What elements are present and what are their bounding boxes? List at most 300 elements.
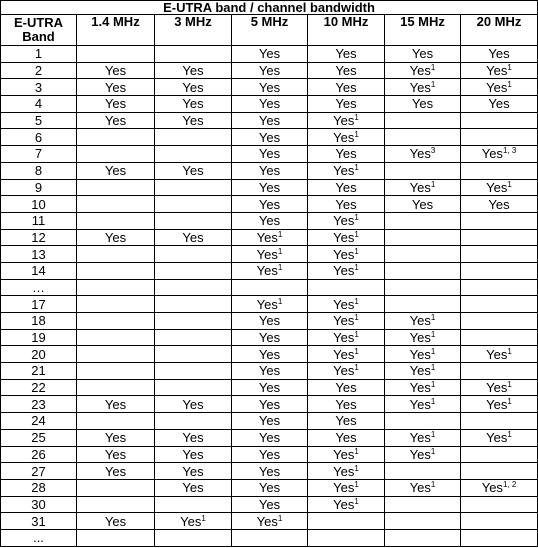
support-value: Yes (256, 229, 278, 245)
support-cell (155, 146, 232, 163)
support-cell (461, 162, 538, 179)
column-header-label: 1.4 MHz (91, 14, 140, 29)
footnote-marker: 3 (430, 146, 436, 156)
support-cell (232, 196, 308, 213)
support-cell (77, 529, 155, 546)
band-cell: 23 (1, 396, 77, 413)
table-row (1, 529, 538, 546)
support-value: Yes (333, 296, 355, 312)
support-cell (155, 96, 232, 113)
support-value: Yes (258, 413, 281, 429)
footnote-marker: 1 (354, 246, 359, 256)
support-cell (232, 496, 308, 513)
support-cell (232, 246, 308, 263)
table-row (1, 262, 538, 279)
table-row (1, 212, 538, 229)
support-cell (77, 229, 155, 246)
support-value: Yes (104, 430, 127, 446)
support-cell (232, 313, 308, 330)
support-value: Yes (258, 463, 281, 479)
footnote-marker: 1 (430, 480, 436, 490)
support-value: Yes (182, 79, 204, 95)
footnote-marker: 1 (354, 330, 359, 340)
table-row (1, 79, 538, 96)
support-cell (385, 463, 461, 480)
support-cell (77, 279, 155, 296)
support-cell (155, 379, 232, 396)
support-cell (308, 479, 385, 496)
table-row (1, 313, 538, 330)
support-value: Yes (258, 396, 281, 412)
support-cell (232, 129, 308, 146)
support-cell (385, 162, 461, 179)
support-value: Yes (333, 263, 355, 279)
footnote-marker: 1 (354, 346, 359, 356)
support-cell (461, 112, 538, 129)
support-value: Yes (256, 263, 278, 279)
support-value: Yes (258, 446, 281, 462)
support-cell (308, 179, 385, 196)
support-value: Yes (258, 213, 281, 229)
support-cell (155, 62, 232, 79)
support-cell (77, 446, 155, 463)
support-cell (308, 413, 385, 430)
support-value: Yes (409, 396, 431, 412)
support-cell (385, 413, 461, 430)
support-cell (77, 46, 155, 63)
support-cell (308, 513, 385, 530)
support-cell (461, 446, 538, 463)
support-cell (308, 429, 385, 446)
table-row (1, 62, 538, 79)
band-cell: 25 (1, 429, 77, 446)
column-header-label: 20 MHz (476, 14, 522, 29)
footnote-marker: 1 (507, 396, 512, 406)
support-cell (232, 62, 308, 79)
support-cell (232, 413, 308, 430)
table-row (1, 129, 538, 146)
band-cell: 8 (1, 162, 77, 179)
footnote-marker: 1 (354, 480, 359, 490)
support-value: Yes (333, 313, 355, 329)
support-cell (232, 112, 308, 129)
column-header (385, 15, 461, 46)
support-cell (155, 46, 232, 63)
support-cell (77, 112, 155, 129)
support-value: Yes (409, 480, 431, 496)
support-cell (385, 146, 461, 163)
support-cell (385, 196, 461, 213)
column-header-label: 10 MHz (323, 14, 369, 29)
band-cell: 20 (1, 346, 77, 363)
support-cell (232, 479, 308, 496)
support-cell (77, 79, 155, 96)
support-cell (461, 513, 538, 530)
support-cell (232, 296, 308, 313)
support-cell (77, 62, 155, 79)
support-value: Yes (488, 46, 510, 62)
support-value: Yes (258, 46, 281, 62)
support-cell (461, 262, 538, 279)
footnote-marker: 1 (277, 296, 283, 306)
support-cell (385, 96, 461, 113)
support-cell (232, 429, 308, 446)
column-header-label: E-UTRA (13, 15, 64, 30)
support-value: Yes (258, 146, 281, 162)
support-value: Yes (409, 380, 431, 396)
footnote-marker: 1 (507, 346, 512, 356)
support-value: Yes (409, 79, 431, 95)
support-cell (308, 79, 385, 96)
support-cell (308, 112, 385, 129)
support-cell (232, 279, 308, 296)
footnote-marker: 1 (430, 430, 436, 440)
support-cell (77, 479, 155, 496)
column-header (1, 15, 77, 46)
support-cell (461, 529, 538, 546)
support-cell (385, 396, 461, 413)
support-value: Yes (409, 446, 431, 462)
support-cell (461, 46, 538, 63)
support-cell (155, 129, 232, 146)
support-cell (155, 396, 232, 413)
support-value: Yes (335, 413, 357, 429)
support-cell (155, 429, 232, 446)
support-value: Yes (335, 179, 357, 195)
support-value: Yes (258, 63, 281, 79)
band-cell: 26 (1, 446, 77, 463)
support-cell (77, 246, 155, 263)
footnote-marker: 1 (354, 263, 359, 273)
support-cell (77, 212, 155, 229)
support-cell (155, 479, 232, 496)
support-value: Yes (258, 363, 281, 379)
support-cell (385, 379, 461, 396)
support-cell (232, 363, 308, 380)
support-cell (461, 413, 538, 430)
band-cell: 3 (1, 79, 77, 96)
support-value: Yes (486, 396, 508, 412)
support-cell (461, 313, 538, 330)
column-header (461, 15, 538, 46)
table-body (1, 46, 538, 547)
support-cell (385, 246, 461, 263)
support-cell (385, 363, 461, 380)
support-cell (232, 262, 308, 279)
table-row (1, 379, 538, 396)
support-cell (385, 479, 461, 496)
support-cell (155, 513, 232, 530)
band-cell: 24 (1, 413, 77, 430)
support-value: Yes (409, 313, 431, 329)
support-value: Yes (104, 96, 127, 112)
support-cell (385, 346, 461, 363)
footnote-marker: 1 (430, 63, 436, 73)
table-row (1, 96, 538, 113)
support-cell (461, 246, 538, 263)
table-row (1, 513, 538, 530)
support-value: Yes (258, 430, 281, 446)
support-value: Yes (256, 296, 278, 312)
footnote-marker: 1 (507, 430, 512, 440)
footnote-marker: 1 (507, 380, 512, 390)
band-cell: 21 (1, 363, 77, 380)
support-value: Yes (486, 79, 508, 95)
support-value: Yes (335, 396, 357, 412)
support-cell (232, 329, 308, 346)
support-value: Yes (258, 179, 281, 195)
support-value: Yes (258, 496, 281, 512)
support-value: Yes (104, 463, 127, 479)
support-cell (461, 429, 538, 446)
footnote-marker: 1 (430, 179, 436, 189)
support-value: Yes (409, 363, 431, 379)
support-cell (155, 346, 232, 363)
footnote-marker: 1 (507, 79, 512, 89)
support-cell (308, 46, 385, 63)
column-header-label: 15 MHz (400, 14, 445, 29)
support-value: Yes (488, 96, 510, 112)
support-value: Yes (333, 363, 355, 379)
support-cell (77, 179, 155, 196)
support-value: Yes (180, 513, 202, 529)
support-cell (77, 379, 155, 396)
table-row (1, 112, 538, 129)
support-cell (77, 262, 155, 279)
table-title: E-UTRA band / channel bandwidth (1, 1, 538, 15)
support-cell (155, 262, 232, 279)
support-value: Yes (333, 446, 355, 462)
support-value: Yes (481, 146, 503, 162)
table-row (1, 446, 538, 463)
support-cell (461, 363, 538, 380)
support-cell (155, 179, 232, 196)
footnote-marker: 1, 2 (502, 480, 517, 490)
support-value: Yes (182, 96, 204, 112)
support-cell (155, 112, 232, 129)
support-cell (308, 329, 385, 346)
support-cell (308, 313, 385, 330)
support-cell (308, 463, 385, 480)
support-cell (155, 446, 232, 463)
support-cell (461, 146, 538, 163)
support-cell (232, 529, 308, 546)
support-cell (385, 529, 461, 546)
band-cell: 4 (1, 96, 77, 113)
support-cell (155, 79, 232, 96)
support-cell (232, 513, 308, 530)
support-cell (77, 146, 155, 163)
table-row (1, 413, 538, 430)
support-cell (461, 79, 538, 96)
support-cell (155, 196, 232, 213)
footnote-marker: 1 (354, 129, 359, 139)
footnote-marker: 1 (430, 380, 436, 390)
support-cell (461, 212, 538, 229)
support-value: Yes (486, 179, 508, 195)
support-value: Yes (182, 113, 204, 129)
support-cell (385, 279, 461, 296)
column-header-label: 5 MHz (250, 14, 289, 29)
support-cell (308, 229, 385, 246)
band-cell: 2 (1, 62, 77, 79)
support-value: Yes (333, 163, 355, 179)
footnote-marker: 1 (507, 179, 512, 189)
band-cell: 19 (1, 329, 77, 346)
support-cell (232, 212, 308, 229)
support-cell (308, 212, 385, 229)
table-row (1, 396, 538, 413)
support-cell (155, 313, 232, 330)
footnote-marker: 1 (354, 496, 359, 506)
footnote-marker: 1 (277, 229, 283, 239)
band-cell: 13 (1, 246, 77, 263)
support-cell (461, 346, 538, 363)
support-cell (461, 463, 538, 480)
support-value: Yes (333, 113, 355, 129)
support-value: Yes (333, 246, 355, 262)
support-cell (77, 463, 155, 480)
support-cell (308, 246, 385, 263)
column-header (77, 15, 155, 46)
table-row (1, 229, 538, 246)
column-header-label: Band (22, 29, 55, 44)
support-cell (232, 379, 308, 396)
support-value: Yes (411, 46, 434, 62)
support-cell (232, 146, 308, 163)
support-value: Yes (182, 396, 204, 412)
support-value: Yes (182, 446, 204, 462)
band-cell: 30 (1, 496, 77, 513)
band-cell: 14 (1, 262, 77, 279)
support-cell (461, 496, 538, 513)
support-value: Yes (333, 463, 355, 479)
support-value: Yes (104, 79, 127, 95)
band-cell: 6 (1, 129, 77, 146)
support-cell (461, 196, 538, 213)
support-value: Yes (256, 513, 278, 529)
support-cell (308, 379, 385, 396)
support-value: Yes (182, 430, 204, 446)
support-cell (155, 279, 232, 296)
support-cell (385, 496, 461, 513)
support-value: Yes (104, 446, 127, 462)
support-value: Yes (182, 463, 204, 479)
support-cell (461, 96, 538, 113)
footnote-marker: 1 (430, 446, 436, 456)
support-cell (385, 262, 461, 279)
support-cell (308, 346, 385, 363)
table-row (1, 162, 538, 179)
table-row (1, 179, 538, 196)
support-cell (461, 396, 538, 413)
support-value: Yes (335, 146, 357, 162)
support-value: Yes (258, 313, 281, 329)
support-value: Yes (104, 513, 127, 529)
support-cell (155, 529, 232, 546)
table-row (1, 329, 538, 346)
support-cell (77, 329, 155, 346)
support-cell (155, 329, 232, 346)
table-row (1, 496, 538, 513)
table-row (1, 346, 538, 363)
band-cell: 28 (1, 479, 77, 496)
support-cell (77, 96, 155, 113)
support-cell (308, 162, 385, 179)
support-value: Yes (335, 430, 357, 446)
support-value: Yes (104, 163, 127, 179)
footnote-marker: 1 (430, 79, 436, 89)
support-value: Yes (486, 430, 508, 446)
support-cell (232, 346, 308, 363)
support-cell (232, 179, 308, 196)
support-value: Yes (104, 396, 127, 412)
support-value: Yes (333, 480, 355, 496)
support-value: Yes (182, 229, 204, 245)
band-cell: 1 (1, 46, 77, 63)
support-cell (385, 329, 461, 346)
support-cell (308, 279, 385, 296)
column-header (155, 15, 232, 46)
footnote-marker: 1, 3 (502, 146, 517, 156)
column-header-row (1, 15, 538, 46)
support-cell (385, 296, 461, 313)
support-cell (77, 196, 155, 213)
column-header (232, 15, 308, 46)
support-value: Yes (182, 63, 204, 79)
band-cell: 22 (1, 379, 77, 396)
column-header-label: 3 MHz (174, 14, 212, 29)
support-cell (385, 112, 461, 129)
support-cell (308, 96, 385, 113)
support-cell (155, 162, 232, 179)
support-cell (308, 129, 385, 146)
support-cell (385, 79, 461, 96)
support-cell (385, 46, 461, 63)
footnote-marker: 1 (354, 446, 359, 456)
band-cell: 31 (1, 513, 77, 530)
support-value: Yes (182, 480, 204, 496)
band-cell: 10 (1, 196, 77, 213)
support-value: Yes (333, 330, 355, 346)
support-cell (461, 379, 538, 396)
support-cell (77, 496, 155, 513)
support-cell (308, 363, 385, 380)
support-cell (385, 446, 461, 463)
table-row (1, 296, 538, 313)
support-cell (385, 513, 461, 530)
support-cell (385, 212, 461, 229)
support-value: Yes (333, 129, 355, 145)
support-value: Yes (409, 179, 431, 195)
support-cell (232, 46, 308, 63)
support-cell (77, 363, 155, 380)
support-value: Yes (258, 96, 281, 112)
support-cell (308, 196, 385, 213)
support-value: Yes (333, 213, 355, 229)
table-row (1, 363, 538, 380)
support-value: Yes (258, 79, 281, 95)
support-cell (308, 529, 385, 546)
footnote-marker: 1 (430, 330, 436, 340)
support-cell (308, 262, 385, 279)
footnote-marker: 1 (354, 229, 359, 239)
footnote-marker: 1 (354, 296, 359, 306)
table-row (1, 246, 538, 263)
support-value: Yes (258, 129, 281, 145)
support-cell (461, 329, 538, 346)
support-value: Yes (258, 480, 281, 496)
